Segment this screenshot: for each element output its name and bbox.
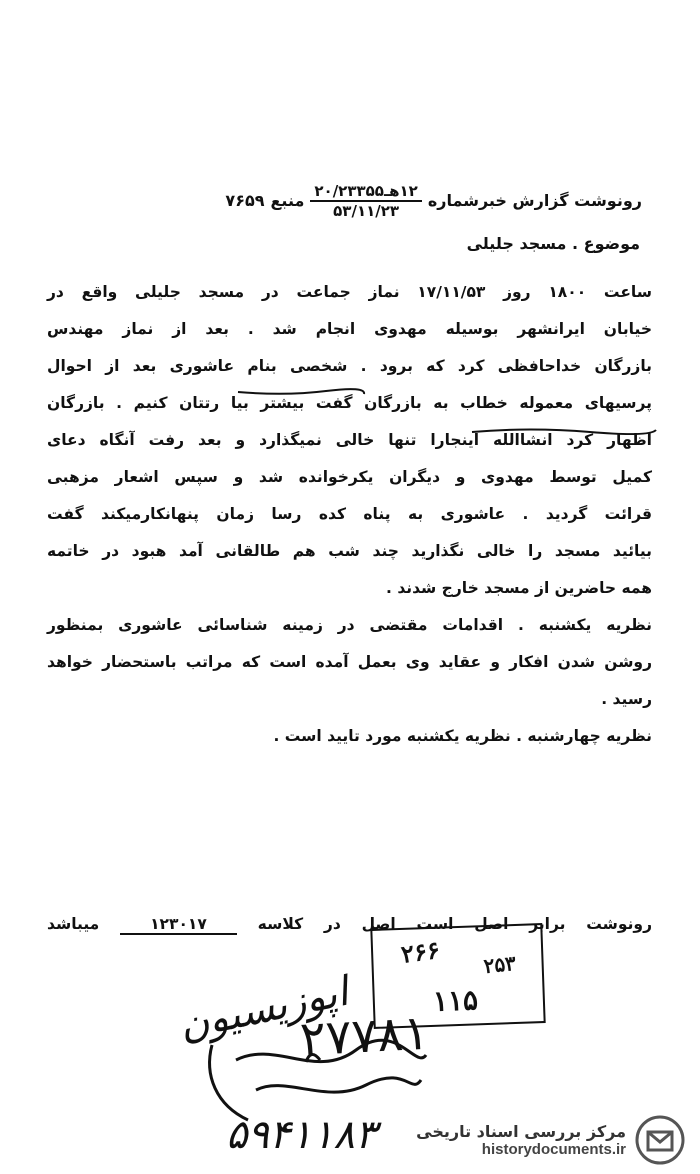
- handwritten-word: اپوزیسیون: [175, 968, 353, 1050]
- body-line: اظهار کرد انشاالله اینجارا تنها خالی نمیگذارد و بعد رفت آنگاه دعای: [47, 431, 652, 449]
- class-number: ۱۲۳۰۱۷: [120, 915, 237, 935]
- watermark-url: historydocuments.ir: [481, 1141, 626, 1158]
- body-line: کمیل توسط مهدوی و دیگران یکرخوانده شد و سپس اشعار مزهبی: [47, 468, 652, 486]
- body-line: خیابان ایرانشهر بوسیله مهدوی انجام شد . بعد از نماز مهندس: [47, 320, 652, 338]
- body-line: نظریه چهارشنبه . نظریه یکشنبه مورد تایید است .: [273, 727, 652, 745]
- body-line: پرسیهای معموله خطاب به بازرگان گفت بیشتر بیا رتتان کنیم . بازرگان: [47, 394, 652, 412]
- watermark-text: [416, 1122, 626, 1158]
- handwritten-bottom-number: ۵۹۴۱۱۸۳: [226, 1112, 377, 1158]
- report-number-fraction: [310, 182, 421, 220]
- fraction-top: ۱۲هـ۲۰/۲۳۳۵۵: [310, 182, 421, 202]
- source-label: منبع: [270, 191, 305, 210]
- fraction-bottom: ۵۳/۱۱/۲۳: [333, 202, 400, 220]
- stamp-line-3: ۱۱۵: [432, 983, 479, 1018]
- body-line: نظریه یکشنبه . اقدامات مقتضی در زمینه شناسائی عاشوری بمنظور: [47, 616, 652, 634]
- header-prefix: رونوشت گزارش خبرشماره: [427, 191, 642, 210]
- hand-underline-mark: [470, 424, 660, 438]
- footer-text-after: میباشد: [47, 915, 100, 933]
- handwritten-number: ۲۷۷۸۱: [298, 1004, 431, 1068]
- report-header: [62, 182, 642, 220]
- stamp-line-1: ۲۶۶: [399, 934, 442, 969]
- archive-logo-icon: [634, 1114, 686, 1166]
- hand-underline-mark: [236, 386, 366, 400]
- copy-certification: [47, 912, 652, 936]
- source-number: ۷۶۵۹: [225, 191, 265, 210]
- body-line: بازرگان خداحافظی کرد که برود . شخصی بنام عاشوری بعد از احوال: [47, 357, 652, 375]
- body-line: ساعت ۱۸۰۰ روز ۱۷/۱۱/۵۳ نماز جماعت در مسجد جلیلی واقع در: [47, 283, 652, 301]
- body-line: قرائت گردید . عاشوری به پناه کده رسا زمان پنهانکارمیکند گفت: [47, 505, 652, 523]
- body-line: رسید .: [601, 690, 652, 708]
- footer-text-before: رونوشت برابر اصل است اصل در کلاسه: [257, 915, 652, 933]
- body-line: همه حاضرین از مسجد خارج شدند .: [386, 579, 652, 597]
- body-line: روشن شدن افکار و عقاید وی بعمل آمده است که مراتب باستحضار خواهد: [47, 653, 652, 671]
- subject-line: موضوع . مسجد جلیلی: [466, 234, 640, 253]
- watermark-org-name: مرکز بررسی اسناد تاریخی: [416, 1122, 626, 1141]
- report-body: [47, 274, 652, 755]
- stamp-line-2: ۲۵۳: [482, 950, 518, 979]
- body-line: بیائید مسجد را خالی نگذارید چند شب هم طالقانی آمد هبود در خاتمه: [47, 542, 652, 560]
- archive-watermark: [406, 1112, 686, 1168]
